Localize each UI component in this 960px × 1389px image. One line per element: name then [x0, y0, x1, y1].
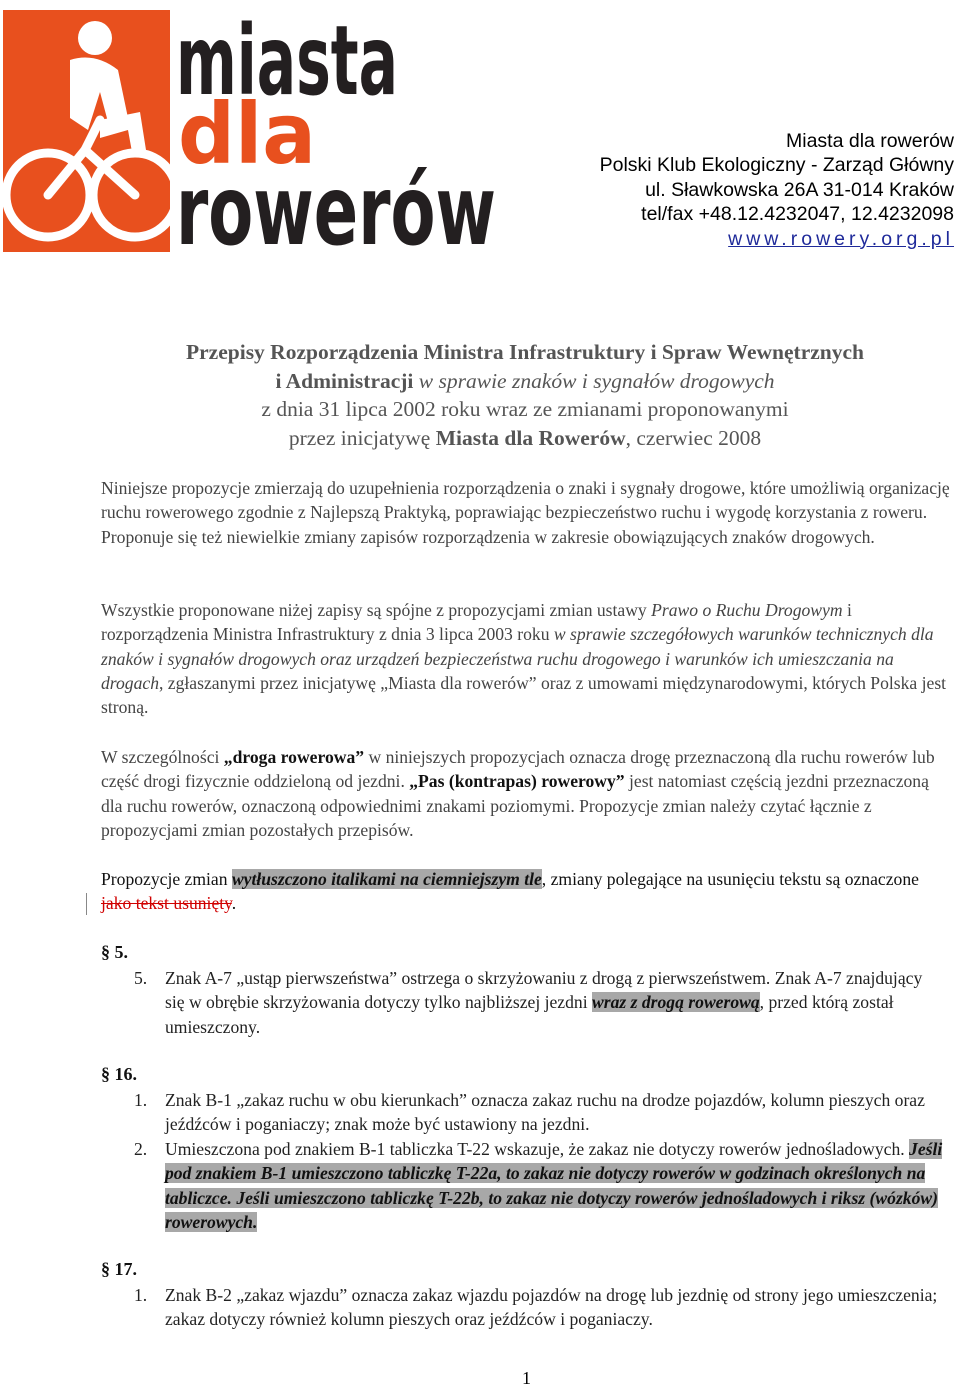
p3-term-droga: „droga rowerowa”: [223, 747, 365, 767]
p4-highlight-sample: wytłuszczono italikami na ciemniejszym tle: [231, 869, 542, 889]
paragraph-definitions: [101, 745, 953, 842]
section-16-heading: § 16.: [101, 1064, 137, 1084]
item-number: 5.: [134, 968, 148, 988]
section-5-heading: § 5.: [101, 942, 128, 962]
section-5-item-5: [134, 966, 946, 1039]
p3-text-c: w niniejszych propozycjach oznacza drogę przeznaczoną dla ruchu rowerów lub część drogi fizycznie oddzieloną od jezdni.: [101, 747, 935, 792]
p4-text-e: .: [231, 893, 237, 914]
item-number: 2.: [134, 1139, 148, 1159]
p4-text-c: , zmiany polegające na usunięciu tekstu są oznaczone: [541, 869, 919, 889]
change-bar: [86, 893, 87, 915]
item-number: 1.: [134, 1090, 148, 1110]
section-16-item-1: [134, 1088, 946, 1137]
item-text: Znak B-1 „zakaz ruchu w obu kierunkach” oznacza zakaz ruchu na drodze pojazdów, kolumn pieszych oraz jeźdźców i poganiaczy; znak może być ustawiony na jezdni.: [165, 1090, 925, 1135]
p4-text-a: Propozycje zmian: [101, 869, 232, 889]
section-17-item-1: [134, 1283, 946, 1332]
logo-line-dla: dla: [178, 85, 316, 183]
item-text-tail: , przed którą został umieszczony.: [165, 992, 894, 1037]
title-line-4-pre: przez inicjatywę: [288, 425, 436, 450]
page-number: 1: [522, 1368, 531, 1388]
p3-text-a: W szczególności: [101, 747, 224, 767]
p2-text-e: , zgłaszanymi przez inicjatywę „Miasta dla rowerów” oraz z umowami międzynarodowymi, których Polska jest stroną.: [101, 672, 947, 718]
item-highlight: Jeśli pod znakiem B-1 umieszczono tabliczkę T-22a, to zakaz nie dotyczy rowerów w godzinach określonych na tabliczce. Jeśli umieszczono tabliczkę T-22b, to zakaz nie dotyczy rowerów jednośladowych i riksz (wózków) rowerowych.: [165, 1139, 943, 1232]
title-line-3: z dnia 31 lipca 2002 roku wraz ze zmianami proponowanymi: [261, 397, 789, 421]
contact-phone: tel/fax +48.12.4232047, 12.4232098: [641, 203, 954, 226]
contact-org: Miasta dla rowerów: [786, 130, 954, 152]
p2-text-c: i rozporządzenia Ministra Infrastruktury z dnia 3 lipca 2003 roku: [101, 600, 852, 645]
contact-web-link[interactable]: www.rowery.org.pl: [728, 227, 954, 250]
logo-line-miasta: miasta: [176, 5, 398, 117]
p3-text-e: jest natomiast częścią jezdni przeznaczoną dla ruchu rowerów, oznaczoną odpowiednimi znakami poziomymi. Propozycje zmian należy czytać łącznie z propozycjami zmian pozostałych przepisów.: [101, 771, 929, 840]
miasta-dla-rowerow-logo: [0, 0, 500, 255]
item-number: 1.: [134, 1285, 148, 1305]
item-highlight: wraz z drogą rowerową: [592, 992, 760, 1013]
item-text: Znak B-2 „zakaz wjazdu” oznacza zakaz wjazdu pojazdów na drogę lub jezdnię od strony jego umieszczenia; zakaz dotyczy również kolumn pieszych oraz jeźdźców i poganiaczy.: [165, 1285, 938, 1330]
title-line-2-bold: i Administracji: [275, 368, 414, 393]
title-line-1: Przepisy Rozporządzenia Ministra Infrastruktury i Spraw Wewnętrznych: [186, 340, 864, 364]
contact-block: [600, 129, 954, 251]
title-line-4-bold: Miasta dla Rowerów: [435, 425, 626, 450]
item-text: Znak A-7 „ustąp pierwszeństwa” ostrzega o skrzyżowaniu z drogą z pierwszeństwem. Znak A-7 znajdujący się w obrębie skrzyżowania dotyczy tylko najbliższej jezdni: [165, 968, 923, 1013]
paragraph-consistency: [101, 598, 953, 719]
document-title: [0, 338, 960, 452]
logo-line-rowerow: rowerów: [176, 155, 496, 255]
section-16-item-2: [134, 1137, 946, 1234]
item-text: Umieszczona pod znakiem B-1 tabliczka T-22 wskazuje, że zakaz nie dotyczy rowerów jednośladowych.: [165, 1139, 910, 1159]
title-line-2-italic: w sprawie znaków i sygnałów drogowych: [413, 368, 775, 393]
paragraph-legend: [101, 867, 953, 916]
title-line-4-post: , czerwiec 2008: [625, 425, 762, 450]
p2-italic-regulation: w sprawie szczegółowych warunków technicznych dla znaków i sygnałów drogowych oraz urządzeń bezpieczeństwa ruchu drogowego i warunków ich umieszczania na drogach: [101, 624, 934, 693]
p4-strike-sample: jako tekst usunięty: [101, 893, 232, 914]
contact-club: Polski Klub Ekologiczny - Zarząd Główny: [599, 154, 954, 177]
section-17-heading: § 17.: [101, 1259, 137, 1279]
contact-address: ul. Sławkowska 26A 31-014 Kraków: [645, 178, 954, 201]
p2-text-a: Wszystkie proponowane niżej zapisy są spójne z propozycjami zmian ustawy: [101, 600, 652, 620]
p3-term-pas: „Pas (kontrapas) rowerowy”: [409, 771, 625, 792]
p2-italic-law: Prawo o Ruchu Drogowym: [651, 600, 843, 620]
paragraph-intro: Niniejsze propozycje zmierzają do uzupełnienia rozporządzenia o znaki i sygnały drogowe, które umożliwią organizację ruchu rowerowego zgodnie z Najlepszą Praktyką, poprawiając bezpieczeństwo ruchu i wygodę korzystania z roweru. Proponuje się też niewielkie zmiany zapisów rozporządzenia w zakresie obowiązujących znaków drogowych.: [101, 478, 950, 547]
